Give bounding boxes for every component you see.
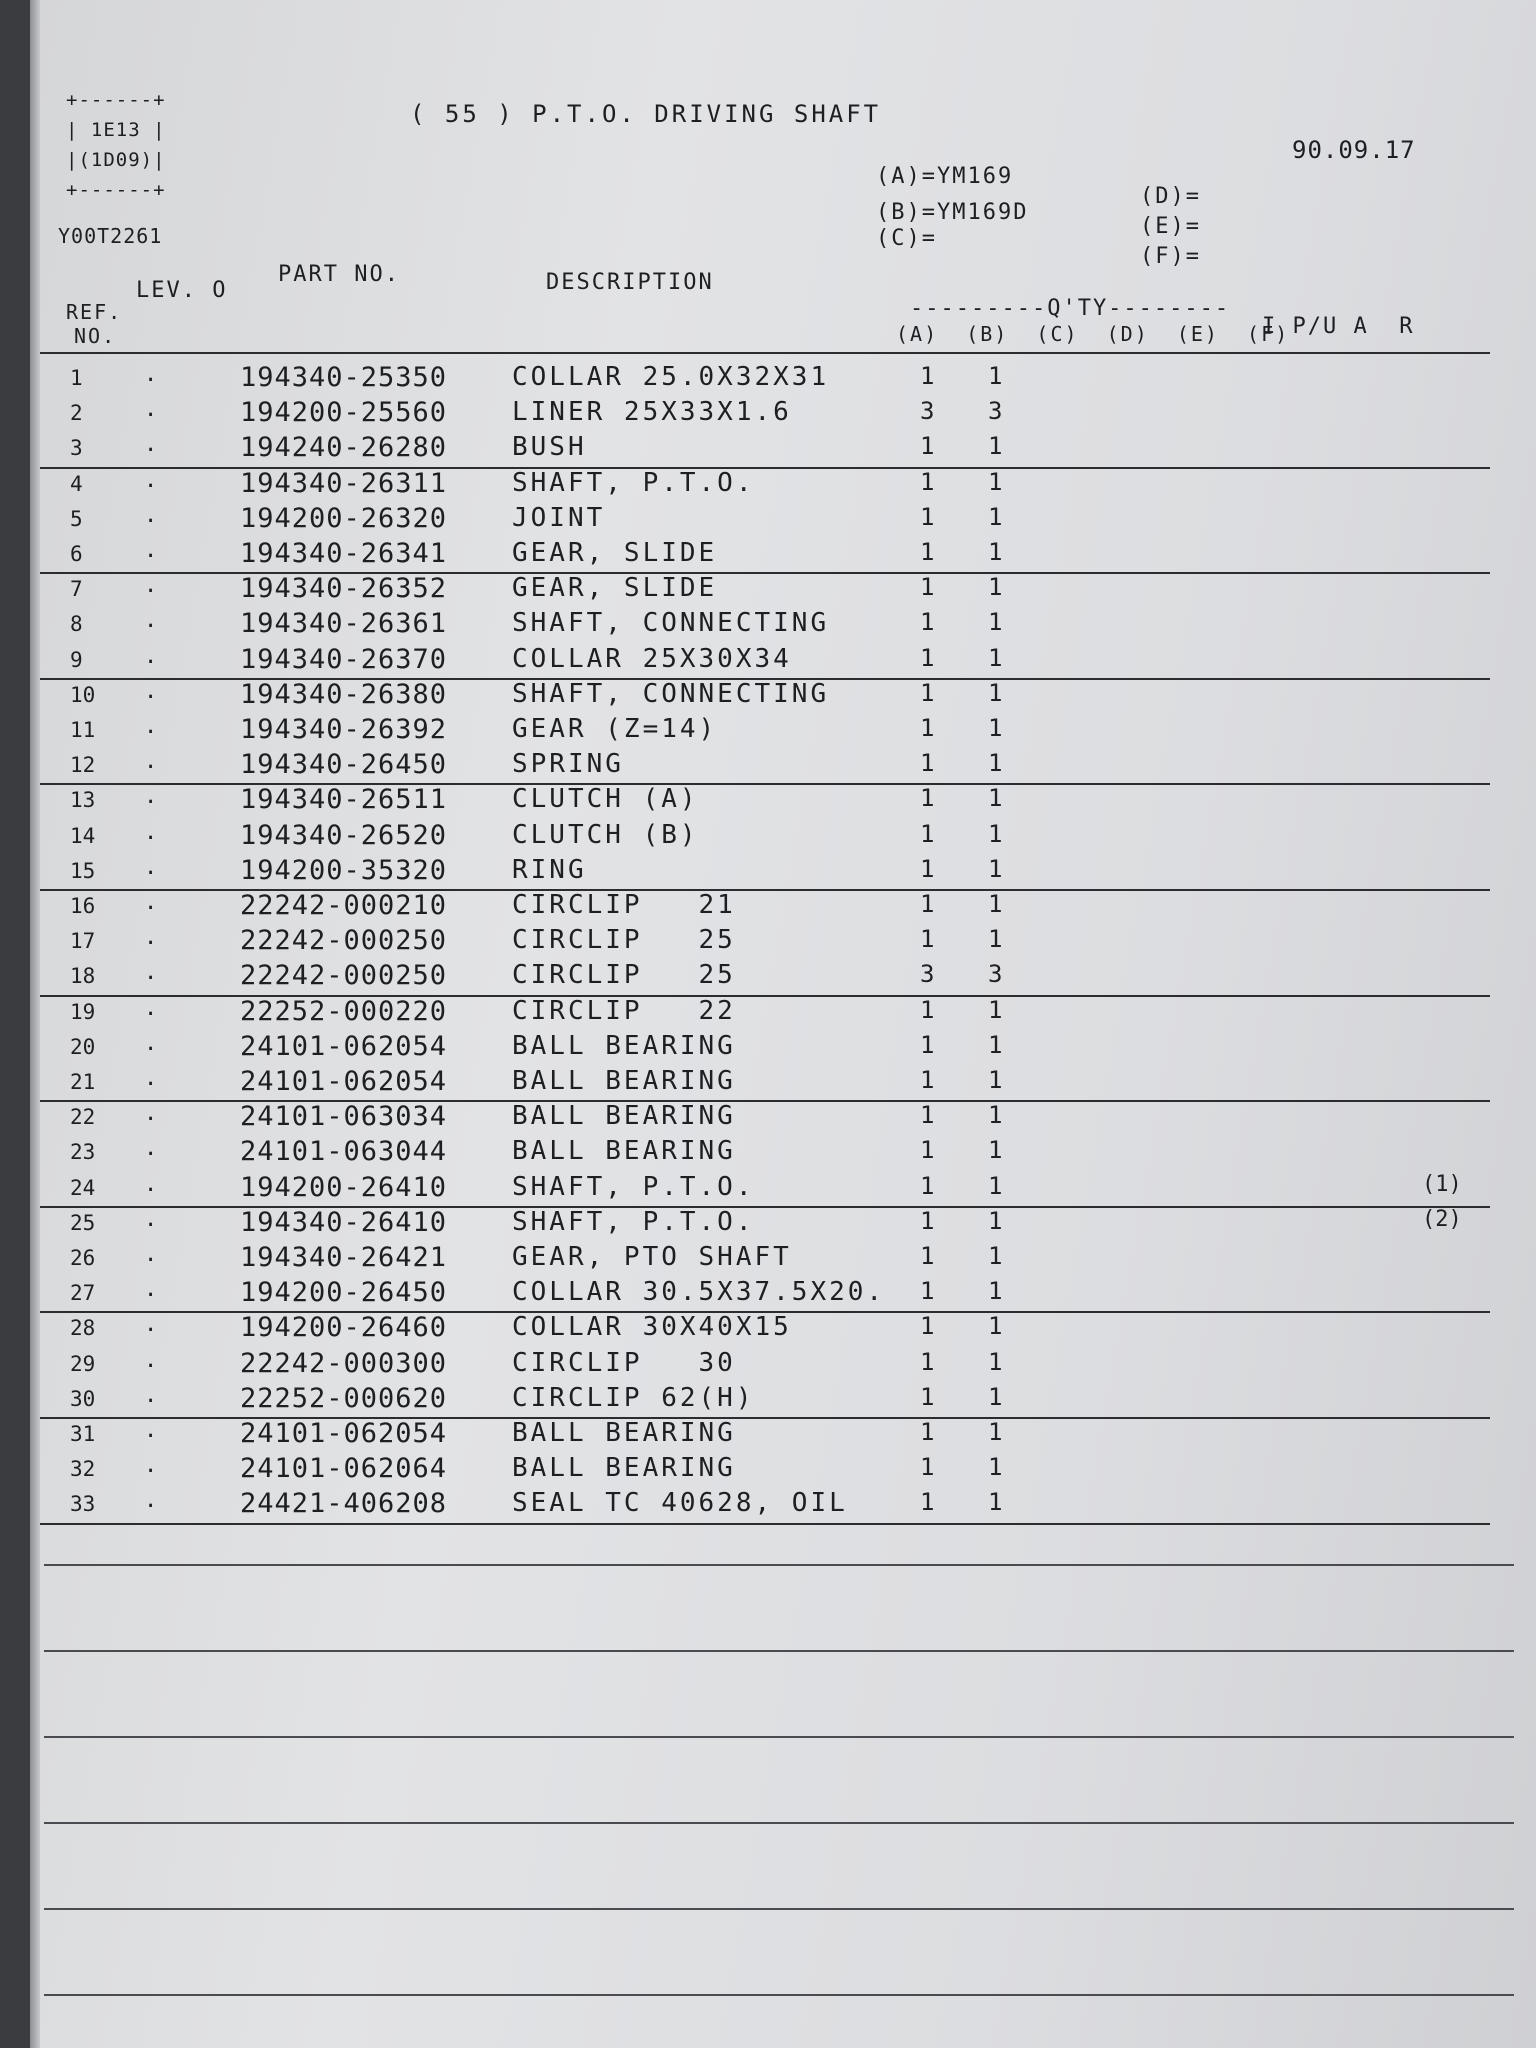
table-row: [30, 503, 1536, 537]
qty-b: 1: [988, 890, 1003, 918]
table-row: [30, 1136, 1536, 1170]
col-level: LEV. O: [136, 278, 228, 303]
blank-rule: [44, 1736, 1514, 1738]
ref-number: 30: [70, 1386, 96, 1411]
description: SEAL TC 40628, OIL: [512, 1488, 848, 1519]
qty-a: 3: [920, 960, 935, 989]
part-number: 22242-000210: [240, 890, 448, 921]
description: BALL BEARING: [512, 1136, 736, 1167]
model-e: (E)=: [1140, 214, 1201, 239]
part-number: 194340-26311: [240, 467, 448, 499]
part-number: 24101-062064: [240, 1453, 448, 1485]
part-number: 194340-26380: [240, 678, 448, 710]
table-row: [30, 925, 1536, 959]
table-row: [30, 820, 1536, 854]
qty-b: 1: [988, 749, 1003, 778]
qty-b: 1: [988, 432, 1003, 461]
ref-number: 9: [70, 647, 83, 672]
print-date: 90.09.17: [1292, 136, 1416, 164]
qty-a: 1: [920, 925, 935, 954]
qty-a: 1: [920, 1453, 935, 1482]
description: CLUTCH (B): [512, 819, 699, 850]
qty-b: 1: [988, 1347, 1003, 1376]
description: COLLAR 25X30X34: [512, 643, 792, 674]
qty-a: 1: [920, 1030, 935, 1059]
qty-b: 1: [988, 502, 1003, 531]
table-row: [30, 468, 1536, 502]
level-dot: .: [144, 925, 158, 951]
description: BALL BEARING: [512, 1418, 736, 1448]
description: SHAFT, P.T.O.: [512, 1171, 755, 1202]
part-number: 24101-062054: [240, 1066, 448, 1097]
model-f: (F)=: [1140, 244, 1201, 269]
ref-number: 1: [70, 366, 83, 390]
qty-b: 1: [988, 1136, 1003, 1165]
table-row: [30, 1348, 1536, 1382]
col-no: NO.: [74, 324, 117, 348]
parts-table: [30, 0, 1536, 2048]
part-number: 24421-406208: [240, 1488, 448, 1520]
model-a: (A)=YM169: [876, 164, 1014, 189]
description: BALL BEARING: [512, 1101, 736, 1132]
part-number: 194200-26460: [240, 1312, 448, 1344]
level-dot: .: [144, 819, 158, 845]
table-row: [30, 1312, 1536, 1346]
qty-a: 1: [920, 1242, 935, 1270]
table-row: [30, 573, 1536, 607]
ref-number: 23: [70, 1140, 96, 1165]
ref-number: 5: [70, 506, 83, 531]
level-dot: .: [144, 960, 158, 986]
part-number: 194340-25350: [240, 362, 448, 393]
part-number: 194340-26511: [240, 784, 448, 816]
ref-number: 14: [70, 823, 96, 848]
qty-a: 1: [920, 502, 935, 531]
col-tail: I P/U A R: [1262, 314, 1415, 339]
qty-b: 1: [988, 1382, 1003, 1411]
description: COLLAR 30X40X15: [512, 1312, 792, 1343]
qty-b: 1: [988, 1242, 1003, 1270]
level-dot: .: [144, 995, 158, 1021]
catalog-code: Y00T2261: [58, 224, 163, 248]
description: RING: [512, 854, 587, 885]
level-dot: .: [144, 362, 158, 387]
level-dot: .: [144, 749, 158, 775]
table-row: [30, 714, 1536, 748]
ref-number: 28: [70, 1316, 96, 1341]
description: GEAR, PTO SHAFT: [512, 1242, 792, 1272]
ref-number: 24: [70, 1175, 96, 1200]
ref-number: 12: [70, 753, 96, 778]
ref-number: 4: [70, 471, 83, 496]
qty-b: 1: [988, 714, 1003, 742]
qty-b: 1: [988, 1030, 1003, 1059]
qty-b: 1: [988, 538, 1003, 566]
blank-rule: [44, 1908, 1514, 1910]
level-dot: .: [144, 1101, 158, 1127]
qty-a: 1: [920, 714, 935, 742]
index-box-top: +------+: [66, 89, 166, 111]
description: SHAFT, P.T.O.: [512, 1206, 755, 1237]
part-number: 24101-062054: [240, 1030, 448, 1062]
level-dot: .: [144, 1242, 158, 1267]
qty-a: 1: [920, 1347, 935, 1376]
ref-number: 29: [70, 1351, 96, 1376]
table-row: [30, 1488, 1536, 1522]
qty-a: 1: [920, 1101, 935, 1130]
description: CIRCLIP 25: [512, 960, 736, 991]
qty-b: 1: [988, 784, 1003, 813]
level-dot: .: [144, 397, 158, 423]
level-dot: .: [144, 1206, 158, 1232]
ref-number: 16: [70, 894, 96, 918]
qty-a: 1: [920, 1066, 935, 1094]
qty-b: 1: [988, 362, 1003, 390]
description: GEAR, SLIDE: [512, 538, 718, 568]
col-part-no: PART NO.: [278, 262, 400, 287]
ref-number: 6: [70, 542, 83, 566]
part-number: 194340-26370: [240, 643, 448, 675]
index-box-code: | 1E13 |: [66, 119, 166, 141]
level-dot: .: [144, 1136, 158, 1162]
qty-b: 1: [988, 854, 1003, 883]
col-ref: REF.: [66, 300, 123, 324]
part-number: 194340-26410: [240, 1206, 448, 1238]
table-row: [30, 538, 1536, 572]
qty-b: 3: [988, 397, 1003, 426]
table-row: [30, 749, 1536, 783]
qty-a: 1: [920, 890, 935, 918]
qty-a: 1: [920, 749, 935, 778]
table-row: [30, 996, 1536, 1030]
part-number: 22242-000250: [240, 960, 448, 992]
table-row: [30, 784, 1536, 818]
table-row: [30, 960, 1536, 994]
level-dot: .: [144, 432, 158, 458]
qty-a: 1: [920, 467, 935, 496]
ref-number: 3: [70, 436, 83, 461]
ref-number: 19: [70, 999, 96, 1024]
model-c: (C)=: [876, 226, 937, 251]
part-number: 24101-062054: [240, 1418, 448, 1449]
level-dot: .: [144, 1453, 158, 1479]
qty-b: 1: [988, 643, 1003, 672]
description: BALL BEARING: [512, 1453, 736, 1484]
page-title: ( 55 ) P.T.O. DRIVING SHAFT: [410, 100, 882, 128]
model-d: (D)=: [1140, 184, 1201, 209]
description: CIRCLIP 30: [512, 1347, 736, 1378]
ref-number: 32: [70, 1457, 96, 1482]
ref-number: 21: [70, 1070, 96, 1094]
level-dot: .: [144, 1382, 158, 1408]
qty-a: 1: [920, 1136, 935, 1165]
level-dot: .: [144, 538, 158, 563]
description: BALL BEARING: [512, 1066, 736, 1096]
qty-a: 3: [920, 397, 935, 426]
ref-number: 22: [70, 1105, 96, 1130]
table-row: [30, 1172, 1536, 1206]
blank-rule: [44, 1650, 1514, 1652]
qty-b: 1: [988, 1312, 1003, 1341]
qty-a: 1: [920, 608, 935, 637]
remark: (2): [1422, 1206, 1462, 1232]
qty-b: 1: [988, 819, 1003, 848]
description: CIRCLIP 22: [512, 995, 736, 1026]
table-row: [30, 1207, 1536, 1241]
table-row: [30, 1277, 1536, 1311]
part-number: 24101-063034: [240, 1101, 448, 1133]
qty-b: 1: [988, 1488, 1003, 1517]
level-dot: .: [144, 1488, 158, 1514]
qty-a: 1: [920, 678, 935, 707]
description: GEAR, SLIDE: [512, 573, 718, 604]
part-number: 194200-25560: [240, 397, 448, 429]
ref-number: 13: [70, 788, 96, 813]
qty-a: 1: [920, 643, 935, 672]
level-dot: .: [144, 784, 158, 810]
table-row: [30, 1242, 1536, 1276]
model-b: (B)=YM169D: [876, 200, 1029, 225]
qty-b: 1: [988, 1277, 1003, 1306]
part-number: 22252-000220: [240, 995, 448, 1027]
description: SHAFT, CONNECTING: [512, 678, 830, 709]
part-number: 22242-000300: [240, 1347, 448, 1379]
part-number: 22242-000250: [240, 925, 448, 957]
part-number: 194340-26341: [240, 538, 448, 569]
table-row: [30, 679, 1536, 713]
qty-a: 1: [920, 1382, 935, 1411]
level-dot: .: [144, 890, 158, 915]
qty-b: 1: [988, 678, 1003, 707]
col-description: DESCRIPTION: [546, 270, 714, 295]
col-qty-models: (A) (B) (C) (D) (E) (F): [896, 322, 1290, 346]
table-row: [30, 1383, 1536, 1417]
table-row: [30, 608, 1536, 642]
description: GEAR (Z=14): [512, 714, 718, 744]
description: COLLAR 25.0X32X31: [512, 362, 830, 392]
qty-b: 1: [988, 1066, 1003, 1094]
level-dot: .: [144, 1277, 158, 1303]
table-row: [30, 890, 1536, 924]
level-dot: .: [144, 643, 158, 669]
table-row: [30, 855, 1536, 889]
table-row: [30, 1031, 1536, 1065]
qty-b: 1: [988, 1101, 1003, 1130]
description: BUSH: [512, 432, 587, 463]
level-dot: .: [144, 678, 158, 704]
description: SPRING: [512, 749, 624, 780]
qty-b: 1: [988, 573, 1003, 602]
table-row: [30, 1101, 1536, 1135]
parts-list-page: [30, 0, 1536, 2048]
level-dot: .: [144, 1312, 158, 1338]
qty-a: 1: [920, 1277, 935, 1306]
blank-rule: [44, 1994, 1514, 1996]
part-number: 194240-26280: [240, 432, 448, 464]
qty-b: 1: [988, 467, 1003, 496]
description: CIRCLIP 62(H): [512, 1382, 755, 1413]
ref-number: 17: [70, 929, 96, 954]
ref-number: 11: [70, 718, 96, 742]
level-dot: .: [144, 1418, 158, 1443]
description: CLUTCH (A): [512, 784, 699, 815]
ref-number: 18: [70, 964, 96, 989]
part-number: 194200-26320: [240, 502, 448, 534]
description: LINER 25X33X1.6: [512, 397, 792, 428]
ref-number: 7: [70, 577, 83, 602]
part-number: 194340-26361: [240, 608, 448, 640]
level-dot: .: [144, 854, 158, 880]
level-dot: .: [144, 1066, 158, 1091]
qty-a: 1: [920, 1312, 935, 1341]
qty-a: 1: [920, 1418, 935, 1446]
ref-number: 15: [70, 858, 96, 883]
part-number: 24101-063044: [240, 1136, 448, 1168]
group-rule: [40, 1523, 1490, 1525]
qty-a: 1: [920, 784, 935, 813]
part-number: 194340-26421: [240, 1242, 448, 1273]
qty-a: 1: [920, 854, 935, 883]
description: BALL BEARING: [512, 1030, 736, 1061]
qty-b: 1: [988, 1171, 1003, 1200]
description: SHAFT, CONNECTING: [512, 608, 830, 639]
ref-number: 25: [70, 1210, 96, 1235]
description: JOINT: [512, 502, 606, 533]
qty-a: 1: [920, 819, 935, 848]
level-dot: .: [144, 502, 158, 528]
ref-number: 33: [70, 1492, 96, 1517]
blank-rule: [44, 1564, 1514, 1566]
table-row: [30, 1066, 1536, 1100]
description: COLLAR 30.5X37.5X20.: [512, 1277, 886, 1308]
qty-b: 1: [988, 1418, 1003, 1446]
table-row: [30, 397, 1536, 431]
qty-a: 1: [920, 432, 935, 461]
qty-a: 1: [920, 538, 935, 566]
part-number: 194340-26520: [240, 819, 448, 851]
qty-a: 1: [920, 1488, 935, 1517]
ref-number: 8: [70, 612, 83, 637]
description: CIRCLIP 21: [512, 890, 736, 920]
qty-b: 1: [988, 1453, 1003, 1482]
index-box-subcode: |(1D09)|: [66, 149, 166, 171]
table-row: [30, 644, 1536, 678]
ref-number: 27: [70, 1281, 96, 1306]
part-number: 194200-26450: [240, 1277, 448, 1309]
description: CIRCLIP 25: [512, 925, 736, 956]
ref-number: 31: [70, 1422, 96, 1446]
qty-b: 1: [988, 608, 1003, 637]
level-dot: .: [144, 1347, 158, 1373]
part-number: 194340-26450: [240, 749, 448, 781]
qty-a: 1: [920, 1206, 935, 1235]
table-row: [30, 432, 1536, 466]
part-number: 22252-000620: [240, 1382, 448, 1414]
ref-number: 10: [70, 682, 96, 707]
part-number: 194200-35320: [240, 854, 448, 886]
remark: (1): [1422, 1171, 1462, 1197]
level-dot: .: [144, 467, 158, 493]
level-dot: .: [144, 714, 158, 739]
qty-a: 1: [920, 995, 935, 1024]
col-qty-banner: ---------Q'TY--------: [910, 296, 1231, 321]
index-box-bottom: +------+: [66, 179, 166, 201]
ref-number: 20: [70, 1034, 96, 1059]
part-number: 194200-26410: [240, 1171, 448, 1203]
blank-rule: [44, 1822, 1514, 1824]
level-dot: .: [144, 573, 158, 599]
qty-a: 1: [920, 573, 935, 602]
ref-number: 26: [70, 1246, 96, 1270]
table-row: [30, 362, 1536, 396]
part-number: 194340-26352: [240, 573, 448, 605]
level-dot: .: [144, 1171, 158, 1197]
qty-b: 3: [988, 960, 1003, 989]
table-row: [30, 1453, 1536, 1487]
level-dot: .: [144, 1030, 158, 1056]
qty-a: 1: [920, 362, 935, 390]
part-number: 194340-26392: [240, 714, 448, 745]
qty-b: 1: [988, 995, 1003, 1024]
level-dot: .: [144, 608, 158, 634]
qty-b: 1: [988, 1206, 1003, 1235]
qty-a: 1: [920, 1171, 935, 1200]
qty-b: 1: [988, 925, 1003, 954]
ref-number: 2: [70, 401, 83, 426]
description: SHAFT, P.T.O.: [512, 467, 755, 498]
table-row: [30, 1418, 1536, 1452]
